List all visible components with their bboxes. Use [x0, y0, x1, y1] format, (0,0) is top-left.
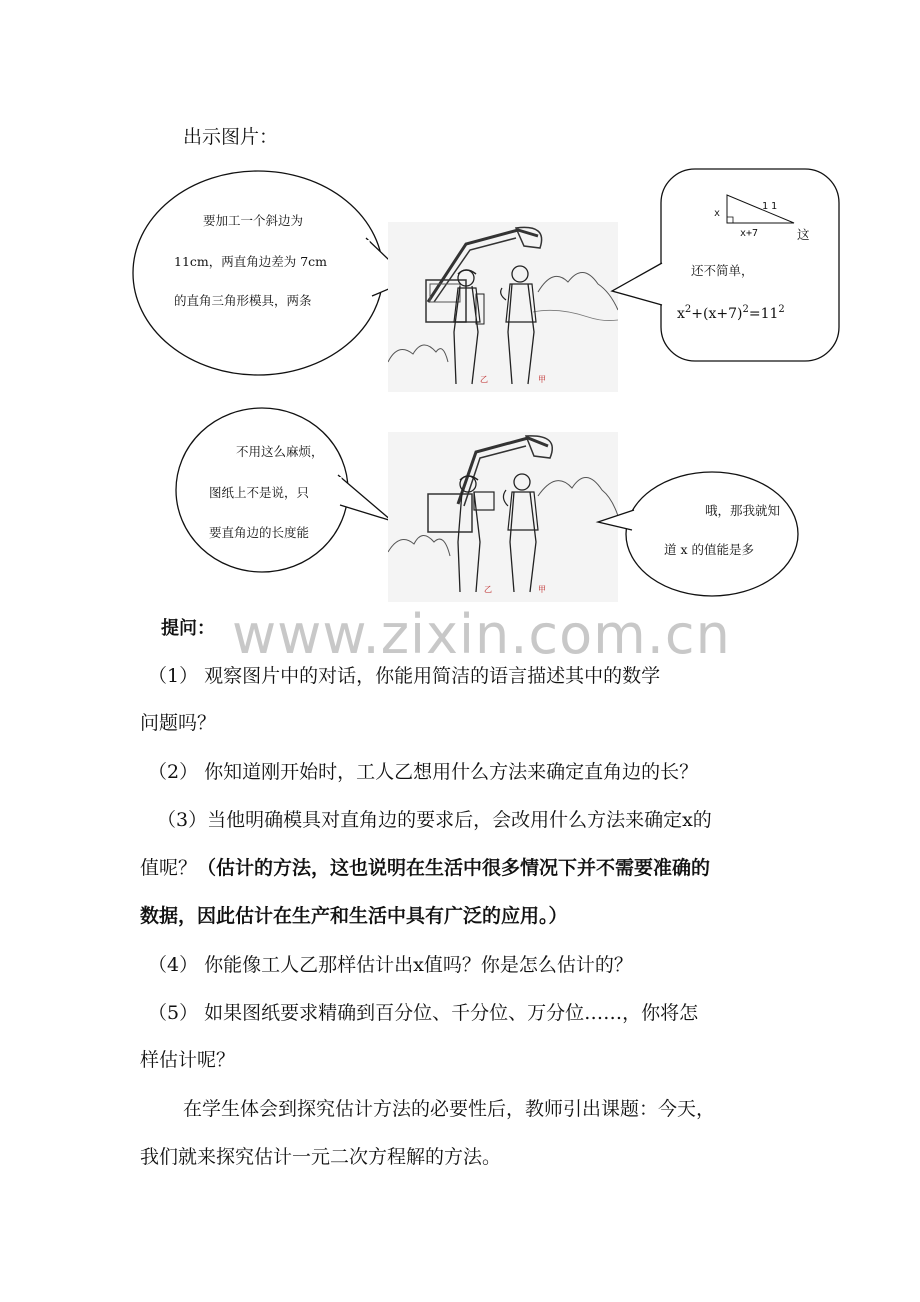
scene2-right-bubble — [592, 466, 804, 602]
triangle-label-hyp: 11 — [762, 201, 781, 212]
scene1-illustration — [388, 222, 618, 392]
conclusion-line2: 我们就来探究估计一元二次方程解的方法。 — [140, 1146, 502, 1168]
scene1-label-yi: 乙 — [480, 375, 488, 384]
eq-sq1: 2 — [684, 304, 692, 315]
scene2-label-yi: 乙 — [484, 585, 492, 594]
scene1-left-bubble — [128, 168, 418, 388]
scene2-right-line2: 道 x 的值能是多 — [664, 542, 754, 557]
question-3-line2 — [140, 859, 710, 878]
eq-sq3: 2 — [778, 304, 785, 315]
triangle-label-base: x+7 — [740, 228, 759, 239]
scene1-label-jia: 甲 — [538, 375, 546, 384]
question-4: （4） 你能像工人乙那样估计出x值吗？你是怎么估计的？ — [148, 954, 633, 976]
scene2-right-line1: 哦，那我就知 — [705, 503, 781, 518]
scene1-right-equation — [677, 305, 785, 321]
question-5-line2: 样估计呢？ — [140, 1049, 236, 1071]
scene1-left-line2: 11cm，两直角边差为 7cm — [174, 254, 328, 269]
question-5-line1: （5） 如果图纸要求精确到百分位、千分位、万分位……，你将怎 — [148, 1002, 699, 1024]
eq-sq2: 2 — [742, 304, 749, 315]
scene1-right-line-simple: 还不简单， — [691, 263, 754, 278]
scene1-photo — [388, 222, 618, 392]
eq-x: x — [677, 306, 685, 322]
question-1-line2: 问题吗？ — [140, 712, 217, 734]
question-3-answer-a: （估计的方法，这也说明在生活中很多情况下并不需要准确的 — [197, 857, 711, 879]
scene2-left-line1: 不用这么麻烦， — [236, 444, 324, 459]
question-1-line1: （1） 观察图片中的对话，你能用简洁的语言描述其中的数学 — [148, 665, 661, 687]
eq-rhs: =11 — [748, 306, 779, 322]
scene2-illustration — [388, 432, 618, 602]
section-heading: 出示图片： — [183, 126, 279, 148]
question-3-plain: 值呢？ — [140, 857, 198, 879]
scene2-photo — [388, 432, 618, 602]
conclusion-line1: 在学生体会到探究估计方法的必要性后，教师引出课题：今天， — [183, 1098, 716, 1120]
question-2: （2） 你知道刚开始时，工人乙想用什么方法来确定直角边的长？ — [148, 761, 699, 783]
scene1-left-line3: 的直角三角形模具，两条 — [174, 293, 312, 308]
scene1-right-zhe: 这 — [797, 227, 810, 242]
scene2-label-jia: 甲 — [538, 585, 546, 594]
questions-label: 提问： — [161, 618, 215, 639]
watermark: www.zixin.com.cn — [232, 603, 731, 666]
triangle-label-x: x — [714, 208, 721, 219]
question-3-line1: （3）当他明确模具对直角边的要求后，会改用什么方法来确定x的 — [157, 809, 712, 831]
question-3-answer-b: 数据，因此估计在生产和生活中具有广泛的应用。） — [140, 905, 568, 927]
scene1-left-line1: 要加工一个斜边为 — [203, 213, 304, 228]
scene2-left-line2: 图纸上不是说，只 — [209, 485, 310, 500]
eq-mid: +(x+7) — [691, 306, 743, 322]
scene2-left-line3: 要直角边的长度能 — [209, 525, 310, 540]
